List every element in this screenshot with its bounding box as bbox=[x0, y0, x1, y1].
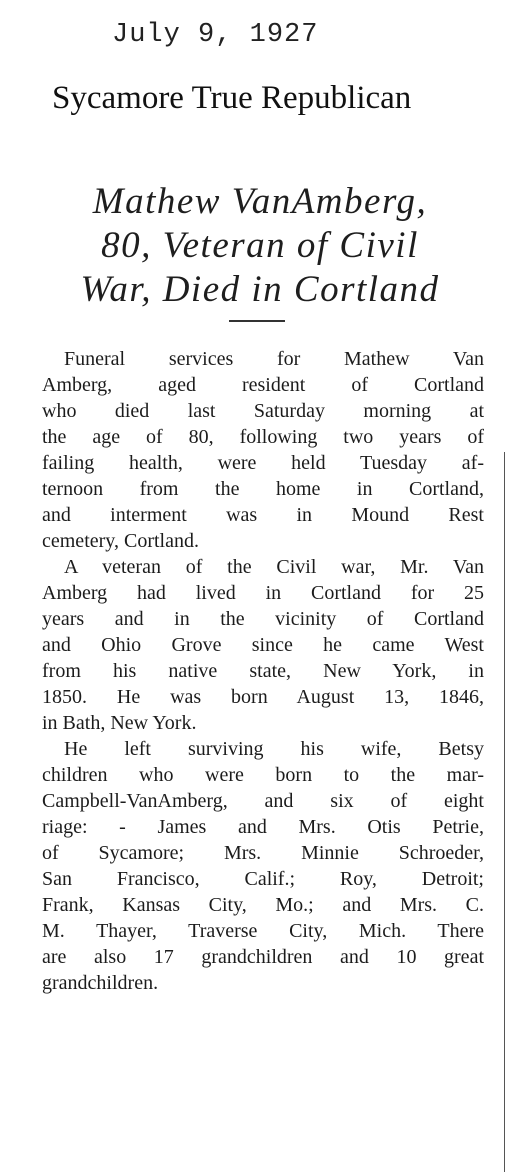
body-line: and Ohio Grove since he came West bbox=[42, 634, 484, 656]
clipping-date: July 9, 1927 bbox=[112, 20, 319, 50]
body-line: grandchildren. bbox=[42, 972, 159, 994]
body-line: He left surviving his wife, Betsy bbox=[64, 738, 484, 760]
body-line: A veteran of the Civil war, Mr. Van bbox=[64, 556, 484, 578]
body-line: Campbell-VanAmberg, and six of eight bbox=[42, 790, 484, 812]
column-rule bbox=[504, 452, 505, 1172]
headline-separator bbox=[229, 320, 285, 322]
headline-line: Mathew VanAmberg, bbox=[92, 181, 428, 222]
newspaper-name: Sycamore True Republican bbox=[52, 80, 412, 116]
body-line: in Bath, New York. bbox=[42, 712, 197, 734]
body-line: cemetery, Cortland. bbox=[42, 530, 199, 552]
body-line: children who were born to the mar- bbox=[42, 764, 484, 786]
body-line: who died last Saturday morning at bbox=[42, 400, 484, 422]
body-line: the age of 80, following two years of bbox=[42, 426, 484, 448]
body-line: of Sycamore; Mrs. Minnie Schroeder, bbox=[42, 842, 484, 864]
body-line: Funeral services for Mathew Van bbox=[64, 348, 484, 370]
body-line: San Francisco, Calif.; Roy, Detroit; bbox=[42, 868, 484, 890]
body-line: Amberg had lived in Cortland for 25 bbox=[42, 582, 484, 604]
body-line: are also 17 grandchildren and 10 great bbox=[42, 946, 484, 968]
body-line: from his native state, New York, in bbox=[42, 660, 484, 682]
body-line: riage: - James and Mrs. Otis Petrie, bbox=[42, 816, 484, 838]
newspaper-clipping bbox=[24, 172, 486, 1007]
body-line: failing health, were held Tuesday af- bbox=[42, 452, 484, 474]
body-line: 1850. He was born August 13, 1846, bbox=[42, 686, 484, 708]
body-line: ternoon from the home in Cortland, bbox=[42, 478, 484, 500]
body-line: and interment was in Mound Rest bbox=[42, 504, 484, 526]
article-headline bbox=[34, 180, 486, 312]
body-line: Frank, Kansas City, Mo.; and Mrs. C. bbox=[42, 894, 484, 916]
headline-line: 80, Veteran of Civil bbox=[101, 225, 419, 266]
body-line: years and in the vicinity of Cortland bbox=[42, 608, 484, 630]
body-line: Amberg, aged resident of Cortland bbox=[42, 374, 484, 396]
body-line: M. Thayer, Traverse City, Mich. There bbox=[42, 920, 484, 942]
article-body bbox=[42, 346, 484, 996]
headline-line: War, Died in Cortland bbox=[80, 269, 440, 310]
